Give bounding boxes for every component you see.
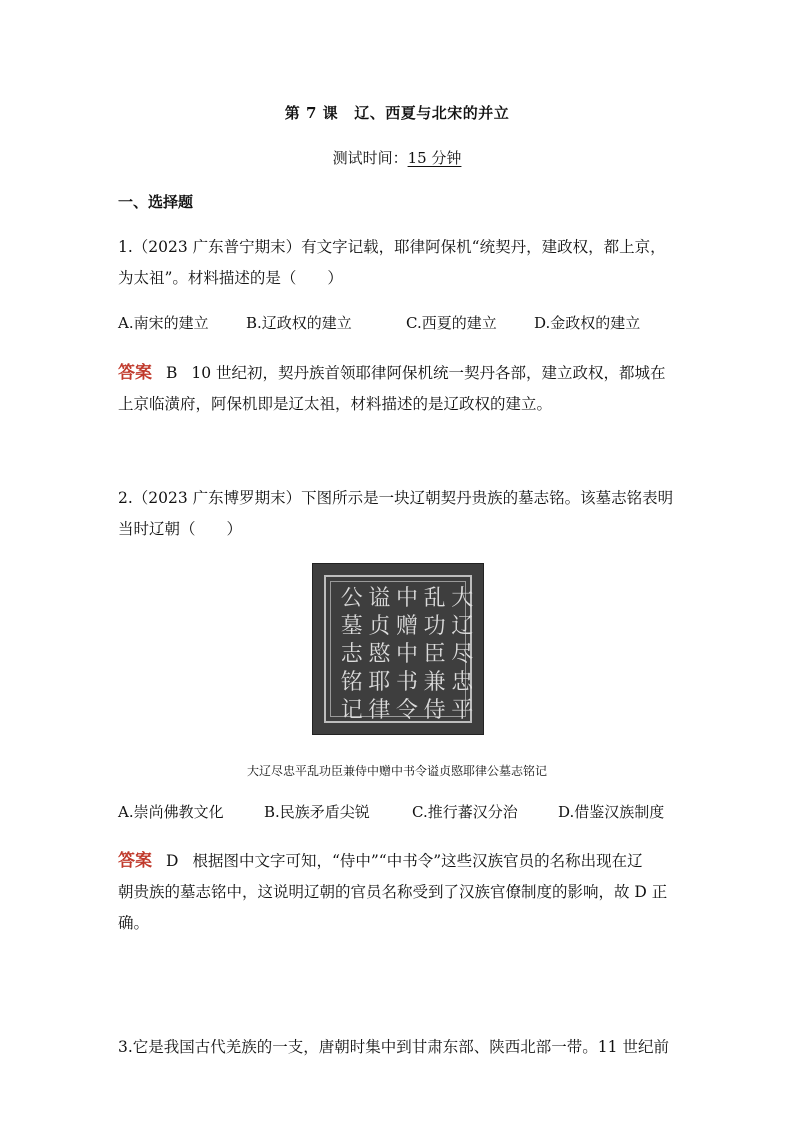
seal-character: 令 xyxy=(396,698,419,723)
seal-character: 墓 xyxy=(340,614,363,639)
epitaph-rubbing-image xyxy=(312,563,484,735)
answer-explanation-line-2: 上京临潢府，阿保机即是辽太祖，材料描述的是辽政权的建立。 xyxy=(118,395,553,413)
seal-character: 忠 xyxy=(451,670,474,695)
seal-character: 功 xyxy=(423,614,446,639)
seal-character: 侍 xyxy=(423,698,446,723)
figure-caption: 大辽尽忠平乱功臣兼侍中赠中书令谥贞愍耶律公墓志铭记 xyxy=(246,764,547,778)
q2-option-d: D.借鉴汉族制度 xyxy=(558,803,665,821)
q1-option-b: B.辽政权的建立 xyxy=(246,314,352,332)
seal-character: 中 xyxy=(396,642,419,667)
test-time-label: 测试时间： xyxy=(332,149,408,167)
seal-character: 愍 xyxy=(368,642,391,667)
seal-character: 乱 xyxy=(423,586,446,611)
seal-character: 铭 xyxy=(340,670,363,695)
seal-character: 志 xyxy=(340,642,363,667)
page-title xyxy=(0,102,794,123)
seal-character: 臣 xyxy=(423,642,446,667)
lesson-number: 第 7 课 xyxy=(284,104,339,122)
answer-explanation-line-3: 确。 xyxy=(118,914,150,932)
answer-letter: B xyxy=(166,364,178,382)
answer-explanation-line-2: 朝贵族的墓志铭中，这说明辽朝的官员名称受到了汉族官僚制度的影响，故 D 正 xyxy=(118,883,668,901)
seal-character: 公 xyxy=(340,586,363,611)
q2-option-a: A.崇尚佛教文化 xyxy=(118,803,224,821)
question-1-line-1: 1.（2023 广东普宁期末）有文字记载，耶律阿保机“统契丹，建政权，都上京， xyxy=(118,238,666,256)
question-2-line-1: 2.（2023 广东博罗期末）下图所示是一块辽朝契丹贵族的墓志铭。该墓志铭表明 xyxy=(118,489,674,507)
answer-letter: D xyxy=(166,852,179,870)
section-title: 一、选择题 xyxy=(118,193,194,211)
question-1-answer xyxy=(118,358,678,420)
question-2-options xyxy=(118,801,718,822)
q2-option-b: B.民族矛盾尖锐 xyxy=(264,803,370,821)
seal-character: 律 xyxy=(368,698,391,723)
question-2 xyxy=(118,483,678,545)
q2-option-c: C.推行蕃汉分治 xyxy=(412,803,518,821)
question-1-options xyxy=(118,312,718,333)
seal-character: 辽 xyxy=(451,614,474,639)
seal-character: 平 xyxy=(451,698,474,723)
answer-explanation-line-1: 10 世纪初，契丹族首领耶律阿保机统一契丹各部，建立政权，都城在 xyxy=(191,364,666,382)
seal-character: 赠 xyxy=(396,614,419,639)
seal-character: 记 xyxy=(340,698,363,723)
question-3-line-1: 3.它是我国古代羌族的一支，唐朝时集中到甘肃东部、陕西北部一带。11 世纪前 xyxy=(118,1038,669,1056)
q1-option-c: C.西夏的建立 xyxy=(406,314,497,332)
question-1-line-2: 为太祖”。材料描述的是（ ） xyxy=(118,269,343,287)
answer-explanation-line-1: 根据图中文字可知，“侍中”“中书令”这些汉族官员的名称出现在辽 xyxy=(192,852,643,870)
seal-character: 尽 xyxy=(451,642,474,667)
lesson-title: 辽、西夏与北宋的并立 xyxy=(354,104,510,122)
test-time-value: 15 分钟 xyxy=(407,149,462,167)
question-2-answer xyxy=(118,846,678,939)
seal-character: 兼 xyxy=(423,670,446,695)
q1-option-d: D.金政权的建立 xyxy=(534,314,641,332)
seal-character: 大 xyxy=(451,586,474,611)
q1-option-a: A.南宋的建立 xyxy=(118,314,209,332)
epitaph-frame xyxy=(324,575,472,723)
seal-character: 中 xyxy=(396,586,419,611)
question-3 xyxy=(118,1032,678,1063)
seal-character: 耶 xyxy=(368,670,391,695)
test-time xyxy=(0,147,794,168)
seal-character: 贞 xyxy=(368,614,391,639)
answer-label: 答案 xyxy=(118,851,152,871)
answer-label: 答案 xyxy=(118,363,152,383)
epitaph-inscription xyxy=(338,585,476,725)
question-1 xyxy=(118,232,678,294)
seal-character: 书 xyxy=(396,670,419,695)
question-2-line-2: 当时辽朝（ ） xyxy=(118,520,243,538)
seal-character: 谥 xyxy=(368,586,391,611)
